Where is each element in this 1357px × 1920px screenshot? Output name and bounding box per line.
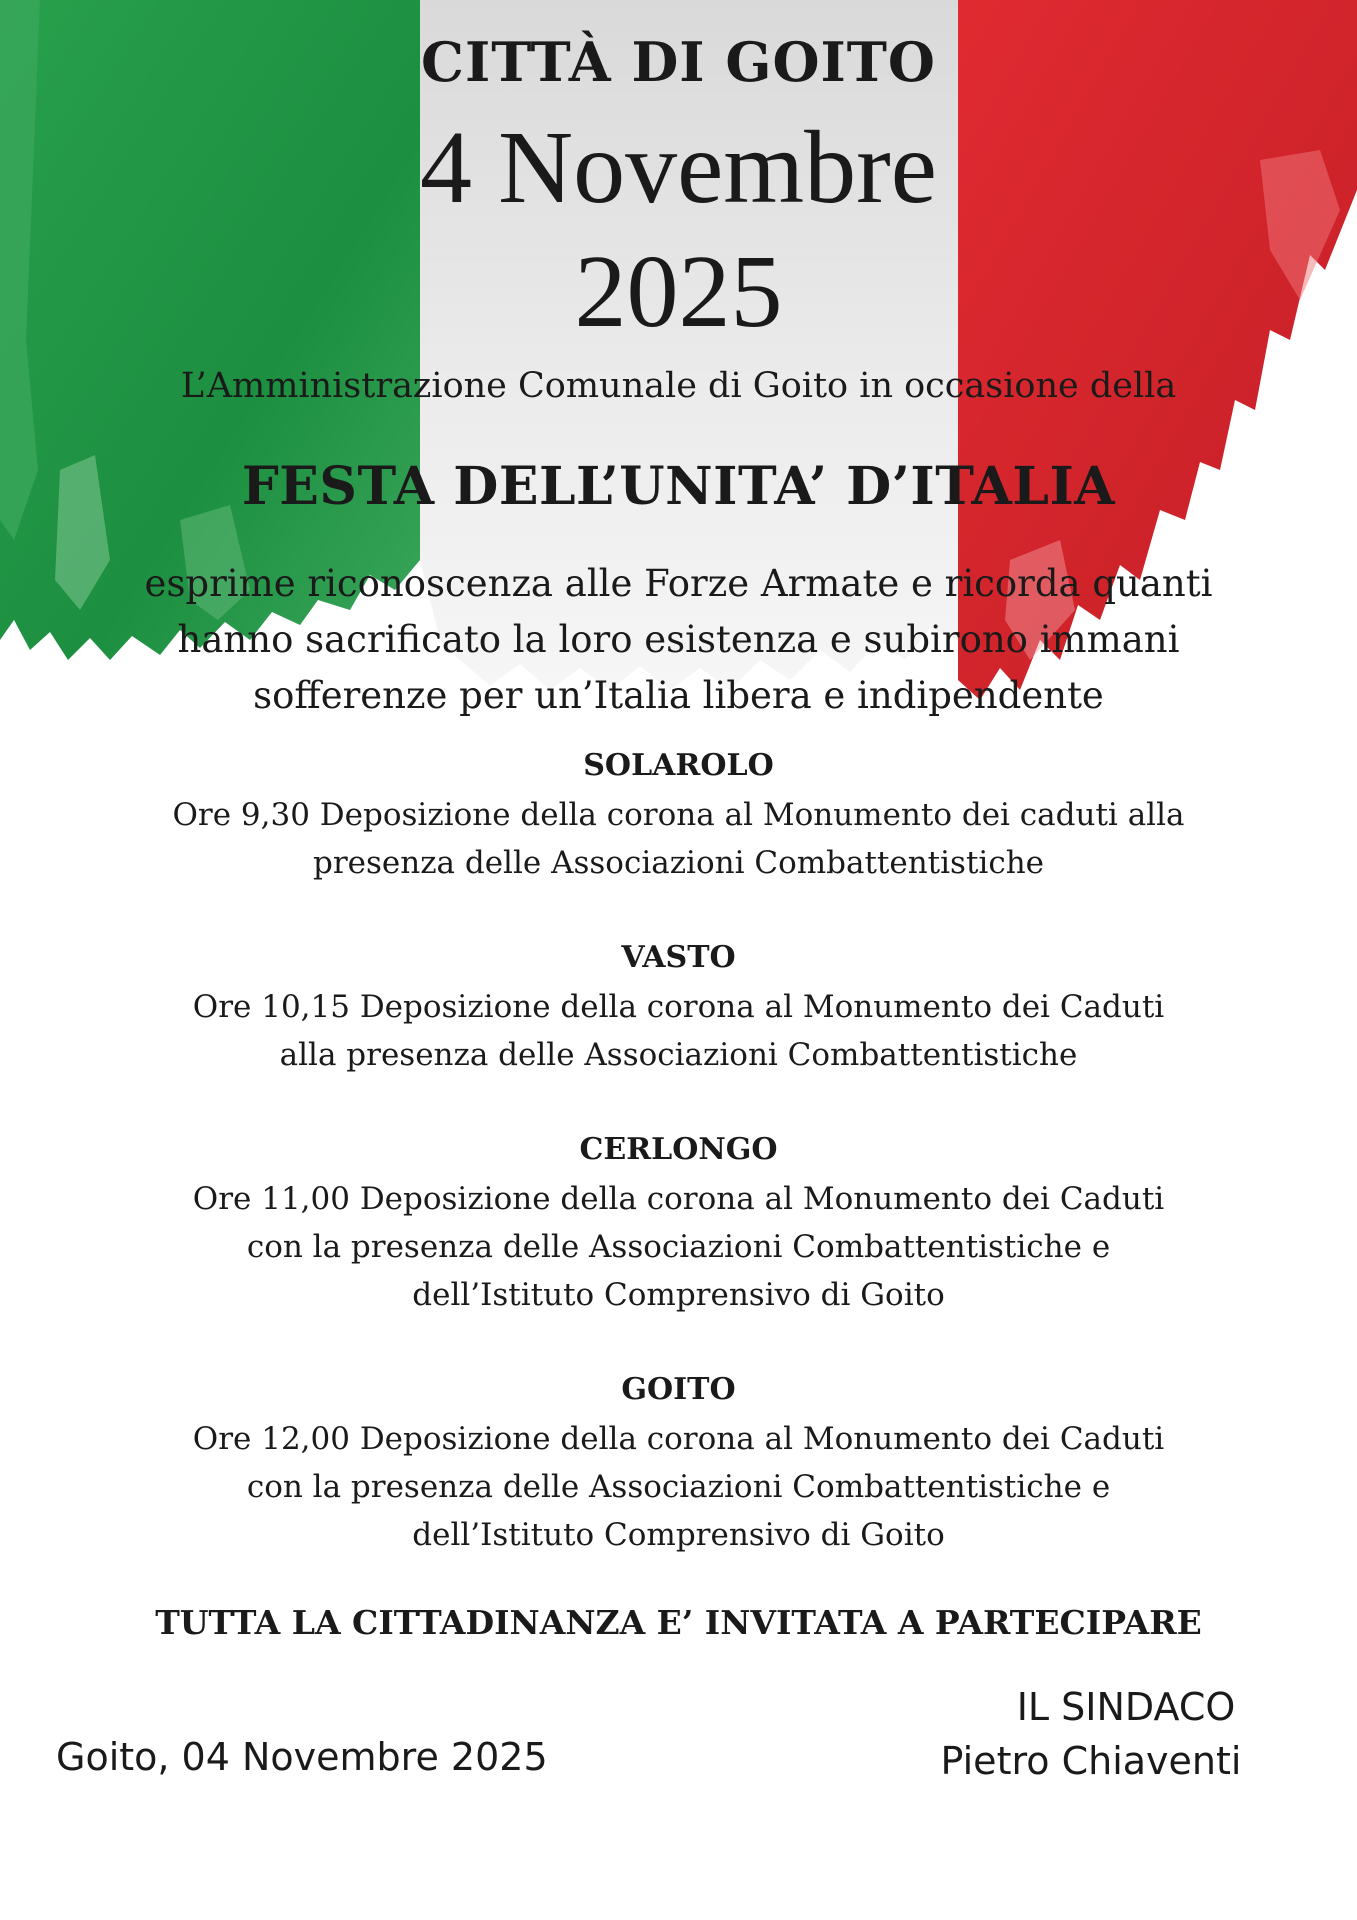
event-goito	[0, 1372, 1357, 1559]
event-date-year: 2025	[574, 234, 783, 349]
event-date-day: 4 Novembre	[420, 110, 937, 225]
event-vasto	[0, 940, 1357, 1079]
intro-text: L’Amministrazione Comunale di Goito in occasione della	[180, 366, 1177, 406]
signature-role: IL SINDACO	[1016, 1685, 1236, 1729]
invitation-closing: TUTTA LA CITTADINANZA E’ INVITATA A PARTECIPARE	[155, 1603, 1202, 1642]
event-line: Ore 9,30 Deposizione della corona al Monumento dei caduti alla	[172, 797, 1185, 833]
event-line: dell’Istituto Comprensivo di Goito	[412, 1517, 945, 1553]
event-line: alla presenza delle Associazioni Combattentistiche	[279, 1037, 1078, 1073]
event-description	[0, 1175, 1357, 1319]
event-line: Ore 10,15 Deposizione della corona al Monumento dei Caduti	[192, 989, 1165, 1025]
dedication-line: esprime riconoscenza alle Forze Armate e ricorda quanti	[144, 562, 1213, 605]
dedication-line: sofferenze per un’Italia libera e indipendente	[253, 674, 1104, 717]
mayor-signature	[921, 1680, 1261, 1788]
event-description	[0, 1415, 1357, 1559]
signature-name: Pietro Chiaventi	[940, 1739, 1242, 1783]
city-title: CITTÀ DI GOITO	[421, 30, 936, 94]
festa-title: FESTA DELL’UNITA’ D’ITALIA	[241, 456, 1116, 517]
event-description	[0, 791, 1357, 887]
event-solarolo	[0, 748, 1357, 887]
event-line: con la presenza delle Associazioni Combattentistiche e	[246, 1469, 1111, 1505]
dedication-line: hanno sacrificato la loro esistenza e subirono immani	[177, 618, 1180, 661]
event-location: SOLAROLO	[583, 748, 774, 783]
place-and-date: Goito, 04 Novembre 2025	[56, 1735, 548, 1779]
event-line: presenza delle Associazioni Combattentistiche	[312, 845, 1045, 881]
event-cerlongo	[0, 1132, 1357, 1319]
event-description	[0, 983, 1357, 1079]
event-line: con la presenza delle Associazioni Combattentistiche e	[246, 1229, 1111, 1265]
event-location: GOITO	[621, 1372, 736, 1407]
dedication-text	[0, 556, 1357, 724]
event-location: CERLONGO	[579, 1132, 778, 1167]
event-line: Ore 12,00 Deposizione della corona al Monumento dei Caduti	[192, 1421, 1165, 1457]
event-location: VASTO	[621, 940, 736, 975]
event-line: Ore 11,00 Deposizione della corona al Monumento dei Caduti	[192, 1181, 1165, 1217]
event-line: dell’Istituto Comprensivo di Goito	[412, 1277, 945, 1313]
